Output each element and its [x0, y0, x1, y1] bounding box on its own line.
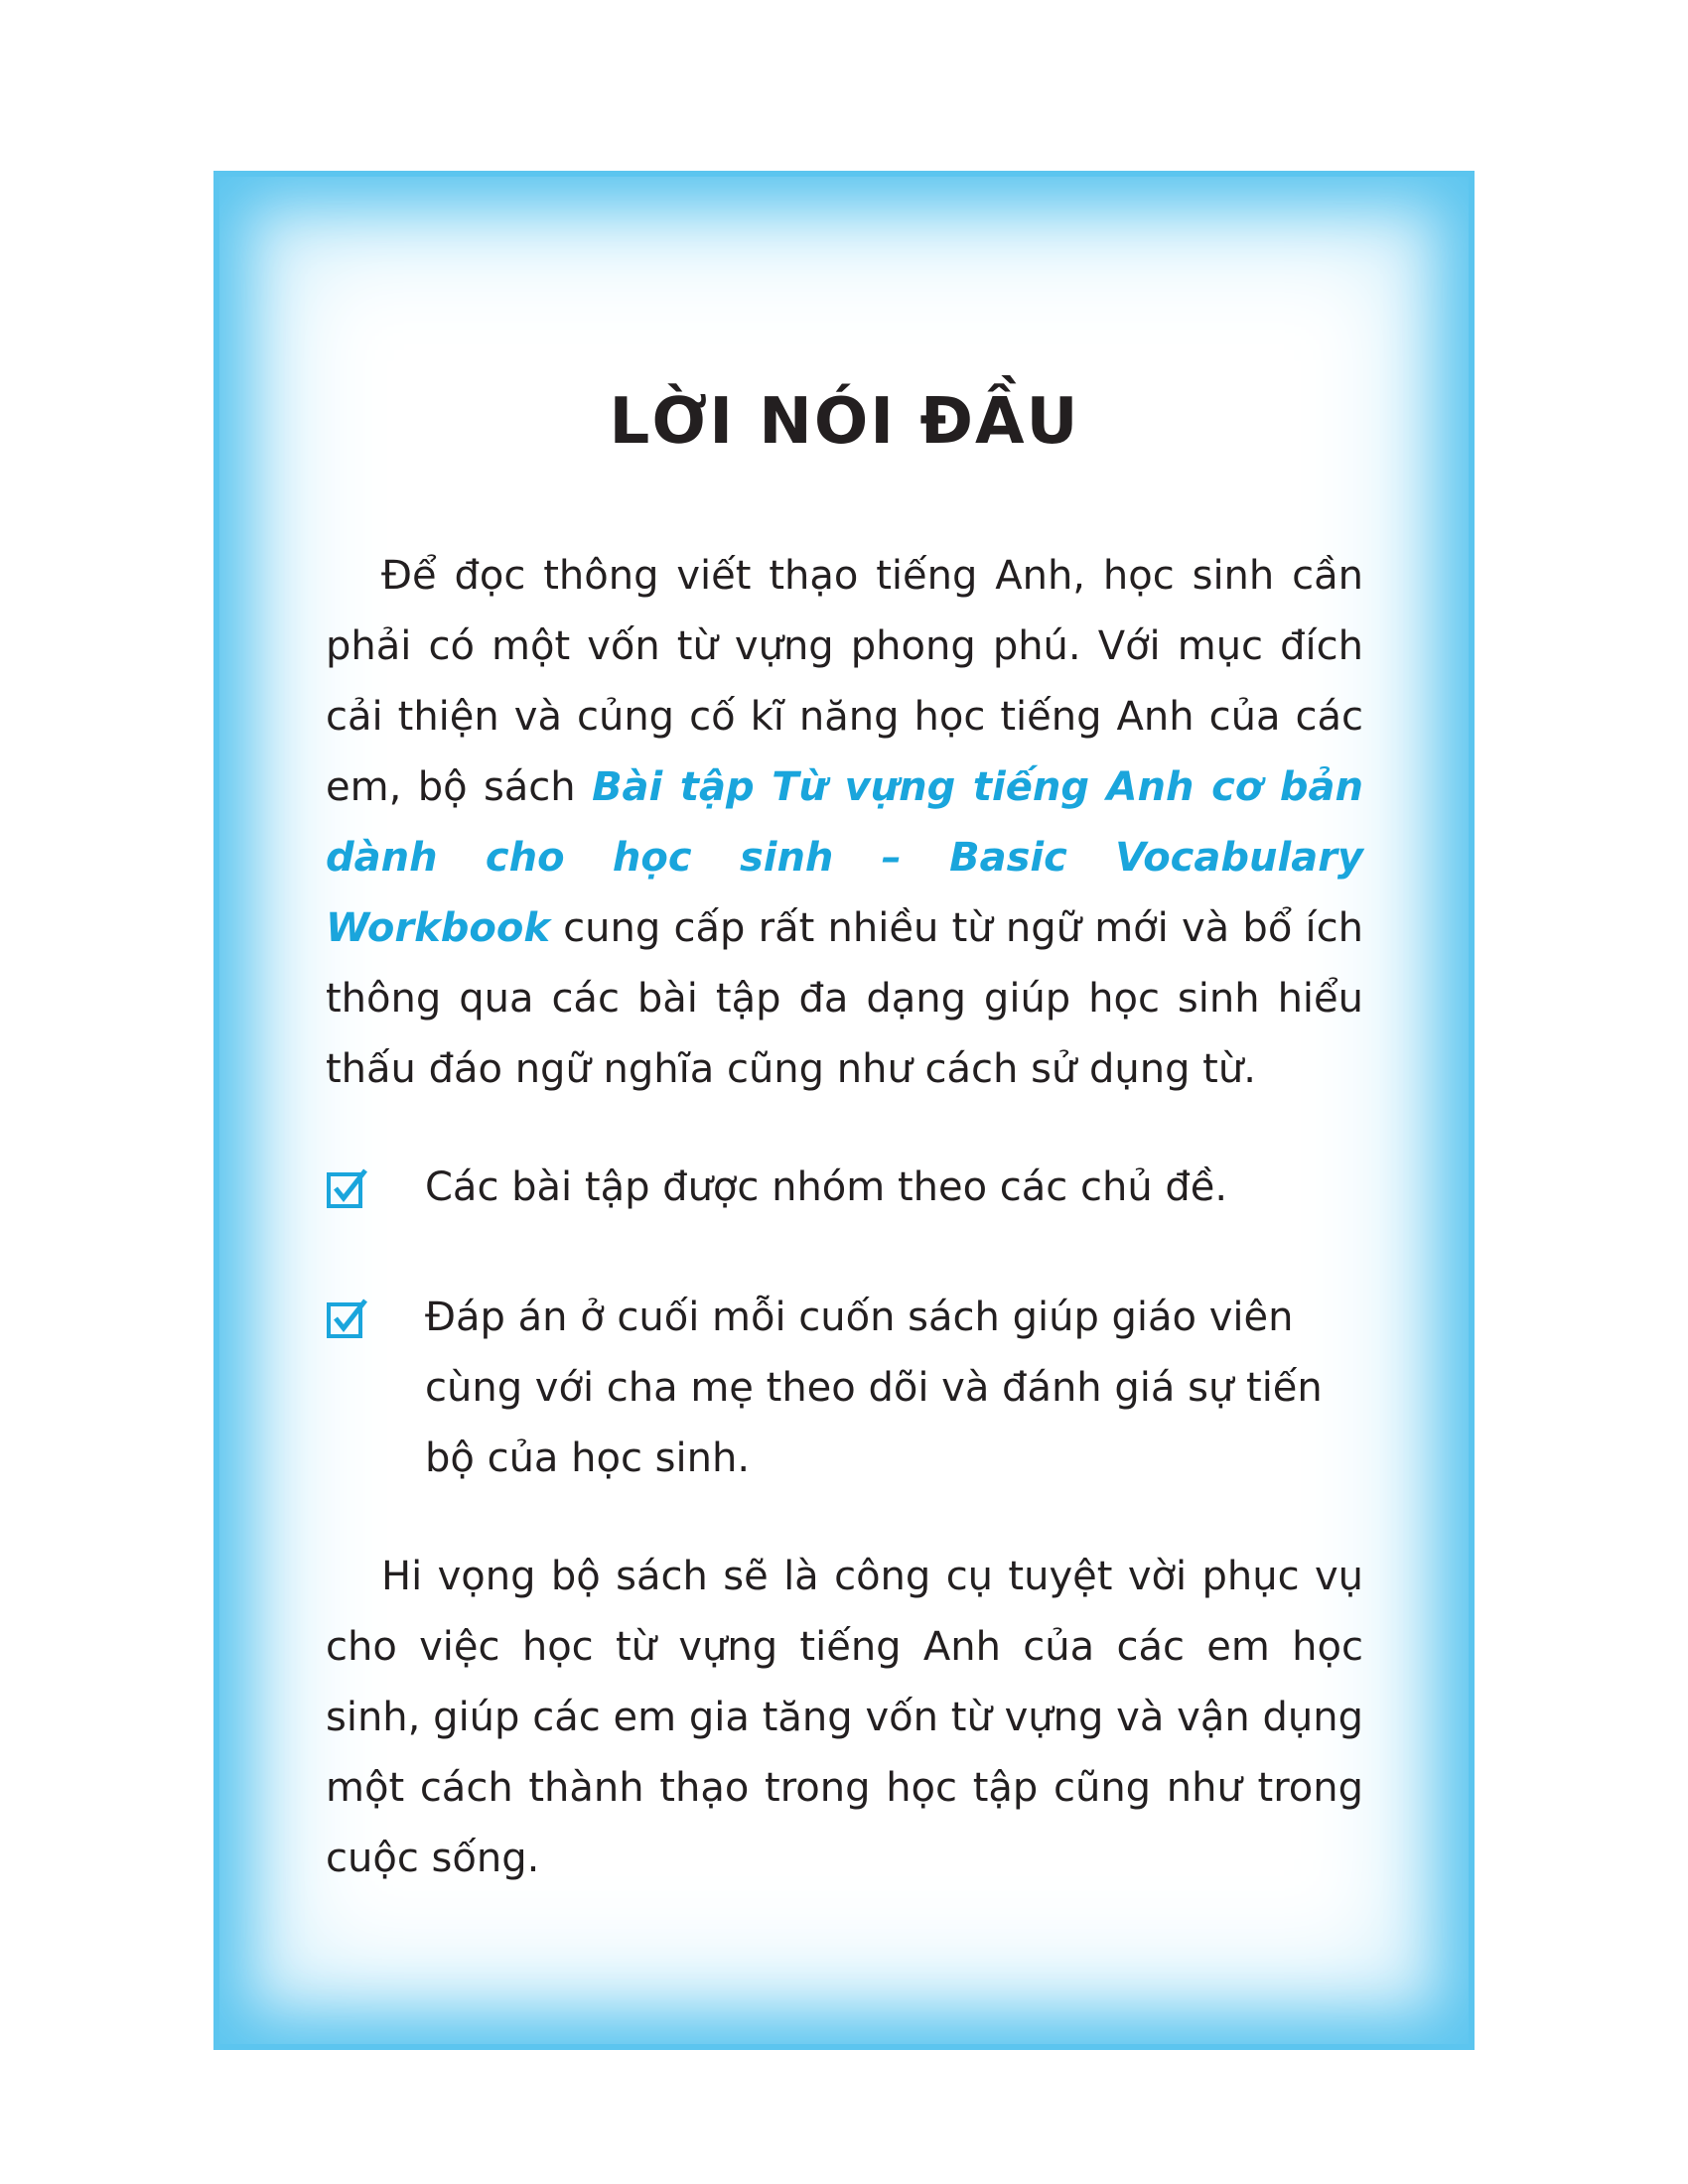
- intro-text-after: cung cấp rất nhiều từ ngữ mới và bổ ích thông qua các bài tập đa dạng giúp học sinh hiểu thấu đáo ngữ nghĩa cũng như cách sử dụng từ.: [326, 905, 1363, 1092]
- closing-paragraph: Hi vọng bộ sách sẽ là công cụ tuyệt vời phục vụ cho việc học từ vựng tiếng Anh của các em học sinh, giúp các em gia tăng vốn từ vựng và vận dụng một cách thành thạo trong học tập cũng như trong cuộc sống.: [326, 1554, 1363, 1881]
- page-title: LỜI NÓI ĐẦU: [609, 385, 1080, 459]
- book-title: Bài tập Từ vựng tiếng Anh cơ bản dành cho học sinh – Basic Vocabulary Workbook: [326, 764, 1363, 951]
- feature-item: [326, 1153, 1363, 1223]
- feature-text: Đáp án ở cuối mỗi cuốn sách giúp giáo viên cùng với cha mẹ theo dõi và đánh giá sự tiến bộ của học sinh.: [425, 1295, 1323, 1481]
- feature-item: [326, 1283, 1363, 1494]
- feature-text: Các bài tập được nhóm theo các chủ đề.: [425, 1164, 1228, 1210]
- checked-box-icon: [326, 1283, 425, 1353]
- intro-paragraph: [326, 541, 1363, 1105]
- checked-box-icon: [326, 1153, 425, 1223]
- preface-content: [326, 382, 1363, 1894]
- intro-text-before: Để đọc thông viết thạo tiếng Anh, học sinh cần phải có một vốn từ vựng phong phú. Với mục đích cải thiện và củng cố kĩ năng học tiếng Anh của các em, bộ sách: [326, 553, 1363, 810]
- feature-list: [326, 1153, 1363, 1494]
